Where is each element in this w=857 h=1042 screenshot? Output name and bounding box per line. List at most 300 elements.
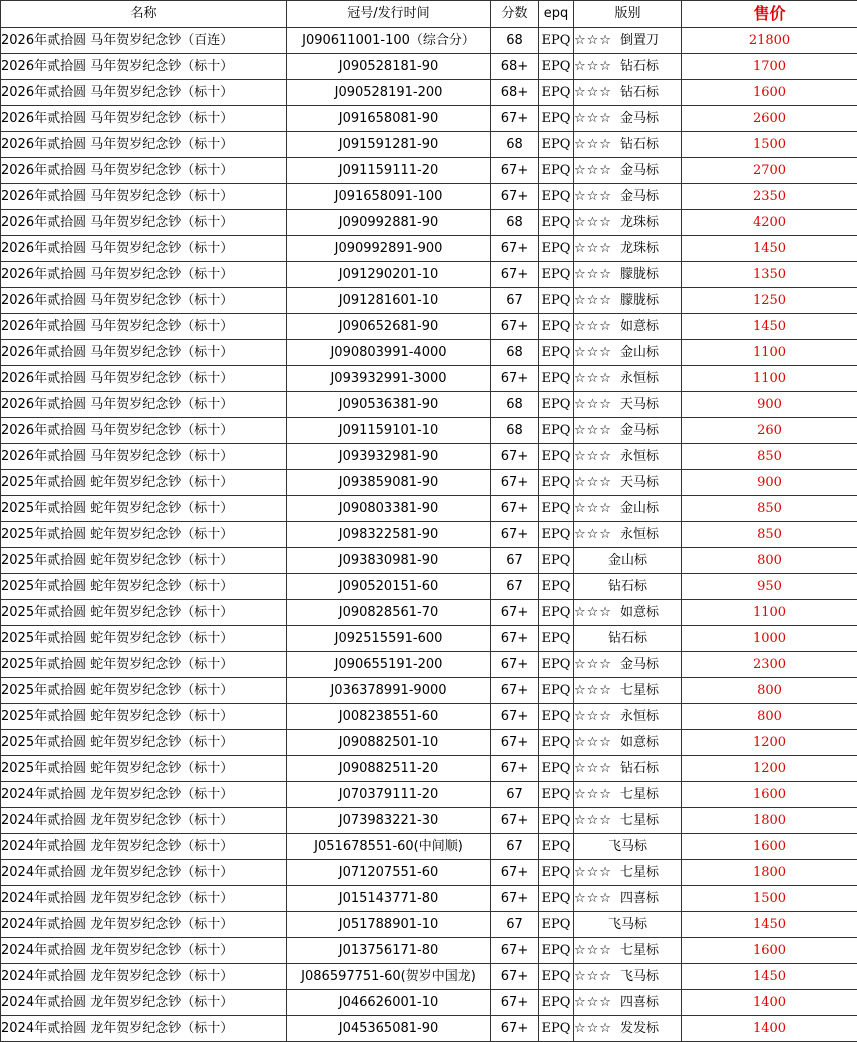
star-rating-icon: ☆☆☆ (574, 865, 612, 880)
note-name-cell: 2026年贰拾圆 马年贺岁纪念钞（标十） (1, 392, 287, 418)
grade-cell: 67+ (491, 964, 539, 990)
price-cell: 950 (682, 574, 857, 600)
note-name-cell: 2025年贰拾圆 蛇年贺岁纪念钞（标十） (1, 496, 287, 522)
epq-cell: EPQ (539, 210, 574, 236)
variety-label: 永恒标 (620, 709, 659, 724)
variety-label: 朦胧标 (620, 293, 659, 308)
variety-cell (574, 444, 682, 470)
table-row (1, 886, 857, 912)
table-row (1, 1016, 857, 1042)
note-name-cell: 2026年贰拾圆 马年贺岁纪念钞（标十） (1, 444, 287, 470)
epq-cell: EPQ (539, 340, 574, 366)
star-rating-icon: ☆☆☆ (574, 423, 612, 438)
epq-cell: EPQ (539, 262, 574, 288)
table-row (1, 834, 857, 860)
variety-cell (574, 314, 682, 340)
note-name-cell: 2024年贰拾圆 龙年贺岁纪念钞（标十） (1, 860, 287, 886)
serial-cell: J070379111-20 (287, 782, 491, 808)
variety-cell (574, 730, 682, 756)
grade-cell: 67+ (491, 678, 539, 704)
note-name-cell: 2026年贰拾圆 马年贺岁纪念钞（标十） (1, 132, 287, 158)
variety-label: 金山标 (620, 345, 659, 360)
epq-cell: EPQ (539, 626, 574, 652)
serial-cell: J093932991-3000 (287, 366, 491, 392)
variety-cell (574, 860, 682, 886)
variety-cell (574, 184, 682, 210)
price-cell: 1600 (682, 80, 857, 106)
price-cell: 2350 (682, 184, 857, 210)
variety-label: 金马标 (620, 111, 659, 126)
grade-cell: 68+ (491, 80, 539, 106)
variety-label: 飞马标 (620, 969, 659, 984)
star-rating-icon: ☆☆☆ (574, 449, 612, 464)
note-name-cell: 2024年贰拾圆 龙年贺岁纪念钞（标十） (1, 964, 287, 990)
grade-cell: 67+ (491, 652, 539, 678)
serial-cell: J092515591-600 (287, 626, 491, 652)
variety-label: 龙珠标 (620, 215, 659, 230)
variety-label: 天马标 (620, 397, 659, 412)
variety-label: 倒置刀 (620, 33, 659, 48)
variety-cell (574, 392, 682, 418)
table-row (1, 28, 857, 54)
variety-label: 金马标 (620, 163, 659, 178)
variety-cell (574, 990, 682, 1016)
table-row (1, 600, 857, 626)
grade-cell: 67+ (491, 106, 539, 132)
star-rating-icon: ☆☆☆ (574, 657, 612, 672)
price-cell: 800 (682, 678, 857, 704)
epq-cell: EPQ (539, 106, 574, 132)
note-name-cell: 2024年贰拾圆 龙年贺岁纪念钞（标十） (1, 808, 287, 834)
variety-cell (574, 600, 682, 626)
grade-cell: 67+ (491, 626, 539, 652)
star-rating-icon: ☆☆☆ (574, 267, 612, 282)
variety-cell (574, 704, 682, 730)
price-cell: 1600 (682, 782, 857, 808)
serial-cell: J013756171-80 (287, 938, 491, 964)
star-rating-icon: ☆☆☆ (574, 319, 612, 334)
epq-cell: EPQ (539, 652, 574, 678)
header-name: 名称 (1, 1, 287, 28)
variety-label: 钻石标 (608, 631, 647, 646)
price-cell: 1100 (682, 600, 857, 626)
table-row (1, 626, 857, 652)
table-row (1, 912, 857, 938)
epq-cell: EPQ (539, 54, 574, 80)
star-rating-icon: ☆☆☆ (574, 787, 612, 802)
header-serial: 冠号/发行时间 (287, 1, 491, 28)
serial-cell: J086597751-60(贺岁中国龙) (287, 964, 491, 990)
epq-cell: EPQ (539, 912, 574, 938)
grade-cell: 67+ (491, 158, 539, 184)
price-cell: 1250 (682, 288, 857, 314)
price-cell: 850 (682, 496, 857, 522)
price-cell: 1450 (682, 236, 857, 262)
table-row (1, 288, 857, 314)
epq-cell: EPQ (539, 756, 574, 782)
star-rating-icon: ☆☆☆ (574, 189, 612, 204)
header-grade: 分数 (491, 1, 539, 28)
star-rating-icon: ☆☆☆ (574, 241, 612, 256)
variety-label: 永恒标 (620, 527, 659, 542)
table-row (1, 106, 857, 132)
note-name-cell: 2025年贰拾圆 蛇年贺岁纪念钞（标十） (1, 704, 287, 730)
epq-cell: EPQ (539, 574, 574, 600)
price-cell: 2600 (682, 106, 857, 132)
grade-cell: 68 (491, 132, 539, 158)
serial-cell: J091281601-10 (287, 288, 491, 314)
grade-cell: 67 (491, 834, 539, 860)
epq-cell: EPQ (539, 730, 574, 756)
price-cell: 260 (682, 418, 857, 444)
variety-cell (574, 106, 682, 132)
epq-cell: EPQ (539, 886, 574, 912)
table-row (1, 132, 857, 158)
epq-cell: EPQ (539, 990, 574, 1016)
note-name-cell: 2026年贰拾圆 马年贺岁纪念钞（标十） (1, 210, 287, 236)
header-version: 版别 (574, 1, 682, 28)
price-cell: 2300 (682, 652, 857, 678)
note-name-cell: 2024年贰拾圆 龙年贺岁纪念钞（标十） (1, 834, 287, 860)
table-row (1, 548, 857, 574)
table-row (1, 782, 857, 808)
price-cell: 1400 (682, 1016, 857, 1042)
table-row (1, 262, 857, 288)
variety-cell (574, 158, 682, 184)
grade-cell: 67+ (491, 496, 539, 522)
epq-cell: EPQ (539, 28, 574, 54)
variety-label: 如意标 (620, 319, 659, 334)
serial-cell: J090536381-90 (287, 392, 491, 418)
note-name-cell: 2024年贰拾圆 龙年贺岁纪念钞（标十） (1, 1016, 287, 1042)
serial-cell: J090992881-90 (287, 210, 491, 236)
star-rating-icon: ☆☆☆ (574, 163, 612, 178)
price-cell: 1500 (682, 886, 857, 912)
note-name-cell: 2025年贰拾圆 蛇年贺岁纪念钞（标十） (1, 600, 287, 626)
grade-cell: 67+ (491, 1016, 539, 1042)
table-row (1, 392, 857, 418)
table-row (1, 678, 857, 704)
note-name-cell: 2025年贰拾圆 蛇年贺岁纪念钞（标十） (1, 548, 287, 574)
serial-cell: J098322581-90 (287, 522, 491, 548)
price-cell: 1450 (682, 314, 857, 340)
table-row (1, 938, 857, 964)
variety-cell (574, 262, 682, 288)
price-cell: 1800 (682, 808, 857, 834)
serial-cell: J073983221-30 (287, 808, 491, 834)
price-cell: 800 (682, 704, 857, 730)
star-rating-icon: ☆☆☆ (574, 527, 612, 542)
table-row (1, 964, 857, 990)
variety-cell (574, 652, 682, 678)
grade-cell: 67+ (491, 470, 539, 496)
variety-cell (574, 808, 682, 834)
table-row (1, 54, 857, 80)
serial-cell: J091591281-90 (287, 132, 491, 158)
epq-cell: EPQ (539, 288, 574, 314)
serial-cell: J045365081-90 (287, 1016, 491, 1042)
variety-cell (574, 496, 682, 522)
serial-cell: J091159101-10 (287, 418, 491, 444)
note-name-cell: 2026年贰拾圆 马年贺岁纪念钞（标十） (1, 314, 287, 340)
price-cell: 1450 (682, 964, 857, 990)
serial-cell: J090611001-100（综合分） (287, 28, 491, 54)
serial-cell: J093932981-90 (287, 444, 491, 470)
epq-cell: EPQ (539, 522, 574, 548)
epq-cell: EPQ (539, 418, 574, 444)
variety-label: 龙珠标 (620, 241, 659, 256)
variety-cell (574, 756, 682, 782)
table-row (1, 704, 857, 730)
note-name-cell: 2025年贰拾圆 蛇年贺岁纪念钞（标十） (1, 678, 287, 704)
table-row (1, 418, 857, 444)
grade-cell: 67 (491, 912, 539, 938)
note-name-cell: 2026年贰拾圆 马年贺岁纪念钞（标十） (1, 418, 287, 444)
star-rating-icon: ☆☆☆ (574, 813, 612, 828)
epq-cell: EPQ (539, 1016, 574, 1042)
grade-cell: 67+ (491, 886, 539, 912)
variety-label: 钻石标 (620, 761, 659, 776)
variety-label: 如意标 (620, 605, 659, 620)
note-name-cell: 2025年贰拾圆 蛇年贺岁纪念钞（标十） (1, 756, 287, 782)
note-name-cell: 2025年贰拾圆 蛇年贺岁纪念钞（标十） (1, 574, 287, 600)
variety-cell (574, 236, 682, 262)
table-row (1, 652, 857, 678)
table-row (1, 210, 857, 236)
serial-cell: J091159111-20 (287, 158, 491, 184)
price-cell: 1100 (682, 366, 857, 392)
variety-cell (574, 678, 682, 704)
grade-cell: 67+ (491, 704, 539, 730)
epq-cell: EPQ (539, 808, 574, 834)
epq-cell: EPQ (539, 860, 574, 886)
grade-cell: 68+ (491, 54, 539, 80)
epq-cell: EPQ (539, 548, 574, 574)
table-row (1, 184, 857, 210)
epq-cell: EPQ (539, 496, 574, 522)
grade-cell: 67+ (491, 756, 539, 782)
grade-cell: 67 (491, 574, 539, 600)
table-row (1, 340, 857, 366)
price-cell: 900 (682, 392, 857, 418)
note-name-cell: 2025年贰拾圆 蛇年贺岁纪念钞（标十） (1, 730, 287, 756)
price-cell: 1800 (682, 860, 857, 886)
variety-cell (574, 80, 682, 106)
variety-label: 钻石标 (620, 137, 659, 152)
epq-cell: EPQ (539, 938, 574, 964)
variety-label: 天马标 (620, 475, 659, 490)
serial-cell: J036378991-9000 (287, 678, 491, 704)
epq-cell: EPQ (539, 964, 574, 990)
note-name-cell: 2026年贰拾圆 马年贺岁纪念钞（标十） (1, 262, 287, 288)
table-row (1, 574, 857, 600)
serial-cell: J090803991-4000 (287, 340, 491, 366)
price-cell: 1600 (682, 834, 857, 860)
serial-cell: J093859081-90 (287, 470, 491, 496)
note-name-cell: 2025年贰拾圆 蛇年贺岁纪念钞（标十） (1, 470, 287, 496)
note-name-cell: 2024年贰拾圆 龙年贺岁纪念钞（标十） (1, 990, 287, 1016)
epq-cell: EPQ (539, 366, 574, 392)
price-cell: 800 (682, 548, 857, 574)
price-cell: 1400 (682, 990, 857, 1016)
variety-label: 钻石标 (608, 579, 647, 594)
grade-cell: 67 (491, 288, 539, 314)
epq-cell: EPQ (539, 158, 574, 184)
variety-cell (574, 522, 682, 548)
price-cell: 850 (682, 522, 857, 548)
star-rating-icon: ☆☆☆ (574, 475, 612, 490)
serial-cell: J090652681-90 (287, 314, 491, 340)
price-cell: 1450 (682, 912, 857, 938)
note-name-cell: 2026年贰拾圆 马年贺岁纪念钞（标十） (1, 106, 287, 132)
variety-label: 如意标 (620, 735, 659, 750)
serial-cell: J090882501-10 (287, 730, 491, 756)
serial-cell: J090520151-60 (287, 574, 491, 600)
grade-cell: 68 (491, 418, 539, 444)
price-cell: 4200 (682, 210, 857, 236)
grade-cell: 67 (491, 782, 539, 808)
serial-cell: J015143771-80 (287, 886, 491, 912)
grade-cell: 67 (491, 548, 539, 574)
star-rating-icon: ☆☆☆ (574, 33, 612, 48)
epq-cell: EPQ (539, 184, 574, 210)
star-rating-icon: ☆☆☆ (574, 891, 612, 906)
grade-cell: 67+ (491, 990, 539, 1016)
star-rating-icon: ☆☆☆ (574, 59, 612, 74)
serial-cell: J093830981-90 (287, 548, 491, 574)
variety-cell (574, 886, 682, 912)
table-row (1, 808, 857, 834)
epq-cell: EPQ (539, 704, 574, 730)
epq-cell: EPQ (539, 834, 574, 860)
serial-cell: J090882511-20 (287, 756, 491, 782)
variety-cell (574, 574, 682, 600)
note-name-cell: 2024年贰拾圆 龙年贺岁纪念钞（标十） (1, 886, 287, 912)
epq-cell: EPQ (539, 470, 574, 496)
variety-cell (574, 54, 682, 80)
variety-cell (574, 1016, 682, 1042)
grade-cell: 67+ (491, 938, 539, 964)
price-cell: 1700 (682, 54, 857, 80)
table-row (1, 860, 857, 886)
variety-cell (574, 626, 682, 652)
table-row (1, 990, 857, 1016)
star-rating-icon: ☆☆☆ (574, 345, 612, 360)
star-rating-icon: ☆☆☆ (574, 735, 612, 750)
star-rating-icon: ☆☆☆ (574, 969, 612, 984)
price-cell: 1350 (682, 262, 857, 288)
star-rating-icon: ☆☆☆ (574, 215, 612, 230)
note-name-cell: 2026年贰拾圆 马年贺岁纪念钞（百连） (1, 28, 287, 54)
epq-cell: EPQ (539, 678, 574, 704)
variety-cell (574, 340, 682, 366)
variety-label: 永恒标 (620, 449, 659, 464)
grade-cell: 67+ (491, 522, 539, 548)
epq-cell: EPQ (539, 392, 574, 418)
note-name-cell: 2026年贰拾圆 马年贺岁纪念钞（标十） (1, 236, 287, 262)
grade-cell: 67+ (491, 808, 539, 834)
serial-cell: J008238551-60 (287, 704, 491, 730)
serial-cell: J051788901-10 (287, 912, 491, 938)
grade-cell: 68 (491, 210, 539, 236)
grade-cell: 68 (491, 340, 539, 366)
variety-label: 四喜标 (620, 891, 659, 906)
grade-cell: 68 (491, 28, 539, 54)
variety-cell (574, 964, 682, 990)
note-name-cell: 2025年贰拾圆 蛇年贺岁纪念钞（标十） (1, 522, 287, 548)
star-rating-icon: ☆☆☆ (574, 943, 612, 958)
variety-cell (574, 366, 682, 392)
variety-label: 钻石标 (620, 85, 659, 100)
variety-label: 发发标 (620, 1021, 659, 1036)
variety-cell (574, 782, 682, 808)
note-name-cell: 2026年贰拾圆 马年贺岁纪念钞（标十） (1, 288, 287, 314)
epq-cell: EPQ (539, 236, 574, 262)
variety-cell (574, 912, 682, 938)
variety-cell (574, 210, 682, 236)
note-name-cell: 2024年贰拾圆 龙年贺岁纪念钞（标十） (1, 912, 287, 938)
epq-cell: EPQ (539, 444, 574, 470)
variety-label: 四喜标 (620, 995, 659, 1010)
star-rating-icon: ☆☆☆ (574, 683, 612, 698)
variety-label: 金马标 (620, 189, 659, 204)
grade-cell: 67+ (491, 262, 539, 288)
table-row (1, 158, 857, 184)
variety-cell (574, 132, 682, 158)
variety-label: 永恒标 (620, 371, 659, 386)
grade-cell: 67+ (491, 730, 539, 756)
star-rating-icon: ☆☆☆ (574, 761, 612, 776)
serial-cell: J051678551-60(中间顺) (287, 834, 491, 860)
serial-cell: J090828561-70 (287, 600, 491, 626)
table-row (1, 366, 857, 392)
table-row (1, 756, 857, 782)
variety-label: 金山标 (608, 553, 647, 568)
star-rating-icon: ☆☆☆ (574, 1021, 612, 1036)
serial-cell: J091290201-10 (287, 262, 491, 288)
table-row (1, 80, 857, 106)
variety-label: 朦胧标 (620, 267, 659, 282)
variety-label: 七星标 (620, 865, 659, 880)
price-cell: 1200 (682, 756, 857, 782)
note-name-cell: 2025年贰拾圆 蛇年贺岁纪念钞（标十） (1, 652, 287, 678)
variety-cell (574, 28, 682, 54)
epq-cell: EPQ (539, 314, 574, 340)
variety-label: 七星标 (620, 943, 659, 958)
epq-cell: EPQ (539, 600, 574, 626)
note-name-cell: 2026年贰拾圆 马年贺岁纪念钞（标十） (1, 184, 287, 210)
grade-cell: 67+ (491, 366, 539, 392)
star-rating-icon: ☆☆☆ (574, 995, 612, 1010)
variety-label: 金马标 (620, 657, 659, 672)
epq-cell: EPQ (539, 80, 574, 106)
grade-cell: 67+ (491, 184, 539, 210)
note-name-cell: 2024年贰拾圆 龙年贺岁纪念钞（标十） (1, 782, 287, 808)
variety-cell (574, 548, 682, 574)
star-rating-icon: ☆☆☆ (574, 137, 612, 152)
variety-cell (574, 834, 682, 860)
star-rating-icon: ☆☆☆ (574, 605, 612, 620)
note-name-cell: 2026年贰拾圆 马年贺岁纪念钞（标十） (1, 366, 287, 392)
serial-cell: J090655191-200 (287, 652, 491, 678)
star-rating-icon: ☆☆☆ (574, 111, 612, 126)
variety-cell (574, 288, 682, 314)
note-name-cell: 2026年贰拾圆 马年贺岁纪念钞（标十） (1, 158, 287, 184)
serial-cell: J090528191-200 (287, 80, 491, 106)
price-cell: 21800 (682, 28, 857, 54)
header-row (1, 1, 857, 28)
star-rating-icon: ☆☆☆ (574, 397, 612, 412)
